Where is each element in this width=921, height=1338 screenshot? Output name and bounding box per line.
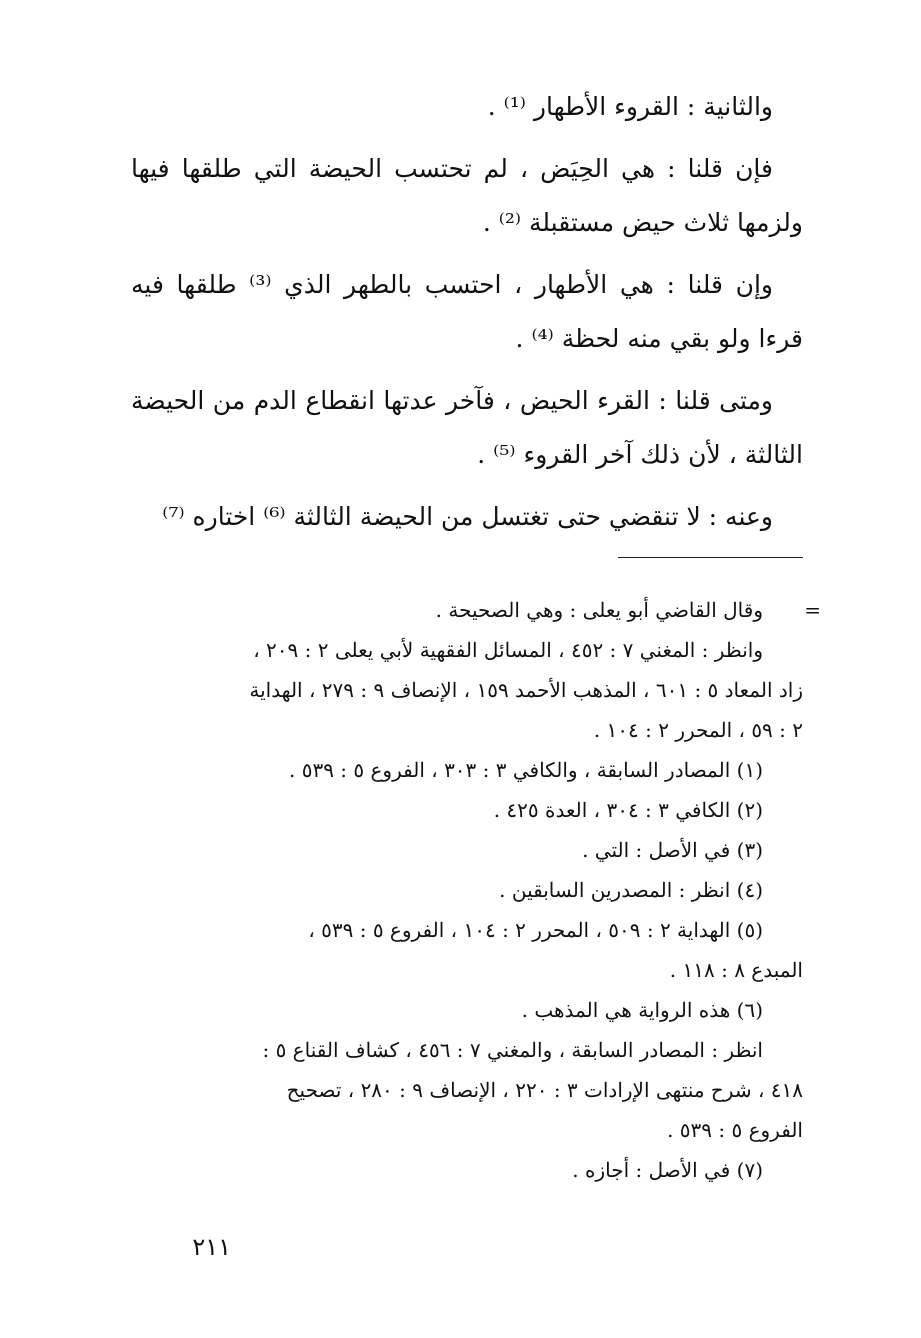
footnote-separator-rule (618, 557, 803, 558)
footnote-7: (٧) في الأصل : أجازه . (572, 1158, 763, 1182)
footnote-6: (٦) هذه الرواية هي المذهب . (521, 998, 763, 1022)
footnote-6-continued: ٤١٨ ، شرح منتهى الإرادات ٣ : ٢٢٠ ، الإنصاف ٩ : ٢٨٠ ، تصحيح (286, 1078, 803, 1102)
paragraph-second-opinion: والثانية : القروء الأطهار ⁽¹⁾ . (487, 92, 773, 121)
main-text-body (131, 80, 803, 552)
footnote-references-line: زاد المعاد ٥ : ٦٠١ ، المذهب الأحمد ١٥٩ ، الإنصاف ٩ : ٢٧٩ ، الهداية (249, 678, 803, 702)
continuation-marker: = (804, 598, 821, 622)
paragraph-if-purities: وإن قلنا : هي الأطهار ، احتسب بالطهر الذي ⁽³⁾ طلقها فيه قرءا ولو بقي منه لحظة ⁽⁴⁾ . (131, 270, 803, 353)
continuation-text: وقال القاضي أبو يعلى : وهي الصحيحة . (435, 598, 763, 622)
footnote-continuation (131, 590, 821, 630)
paragraph-alternate-narration: وعنه : لا تنقضي حتى تغتسل من الحيضة الثالثة ⁽⁶⁾ اختاره ⁽⁷⁾ (162, 502, 773, 531)
paragraph-end-of-waiting: ومتى قلنا : القرء الحيض ، فآخر عدتها انقطاع الدم من الحيضة الثالثة ، لأن ذلك آخر القروء ⁽⁵⁾ . (131, 386, 803, 469)
footnote-references-line: وانظر : المغني ٧ : ٤٥٢ ، المسائل الفقهية لأبي يعلى ٢ : ٢٠٩ ، (253, 638, 763, 662)
page-number: ٢١١ (192, 1233, 231, 1261)
footnotes-section (131, 590, 821, 1190)
footnote-5: (٥) الهداية ٢ : ٥٠٩ ، المحرر ٢ : ١٠٤ ، الفروع ٥ : ٥٣٩ ، (308, 918, 763, 942)
footnote-references-line: ٢ : ٥٩ ، المحرر ٢ : ١٠٤ . (593, 718, 803, 742)
footnote-2: (٢) الكافي ٣ : ٣٠٤ ، العدة ٤٢٥ . (493, 798, 763, 822)
footnote-6-continued: انظر : المصادر السابقة ، والمغني ٧ : ٤٥٦ ، كشاف القناع ٥ : (262, 1038, 763, 1062)
footnote-1: (١) المصادر السابقة ، والكافي ٣ : ٣٠٣ ، الفروع ٥ : ٥٣٩ . (288, 758, 763, 782)
footnote-4: (٤) انظر : المصدرين السابقين . (499, 878, 763, 902)
paragraph-if-menstruations: فإن قلنا : هي الحِيَض ، لم تحتسب الحيضة التي طلقها فيها ولزمها ثلاث حيض مستقبلة ⁽²⁾ . (131, 154, 803, 237)
footnote-3: (٣) في الأصل : التي . (582, 838, 763, 862)
footnote-5-continued: المبدع ٨ : ١١٨ . (669, 958, 803, 982)
footnote-6-continued: الفروع ٥ : ٥٣٩ . (667, 1118, 803, 1142)
